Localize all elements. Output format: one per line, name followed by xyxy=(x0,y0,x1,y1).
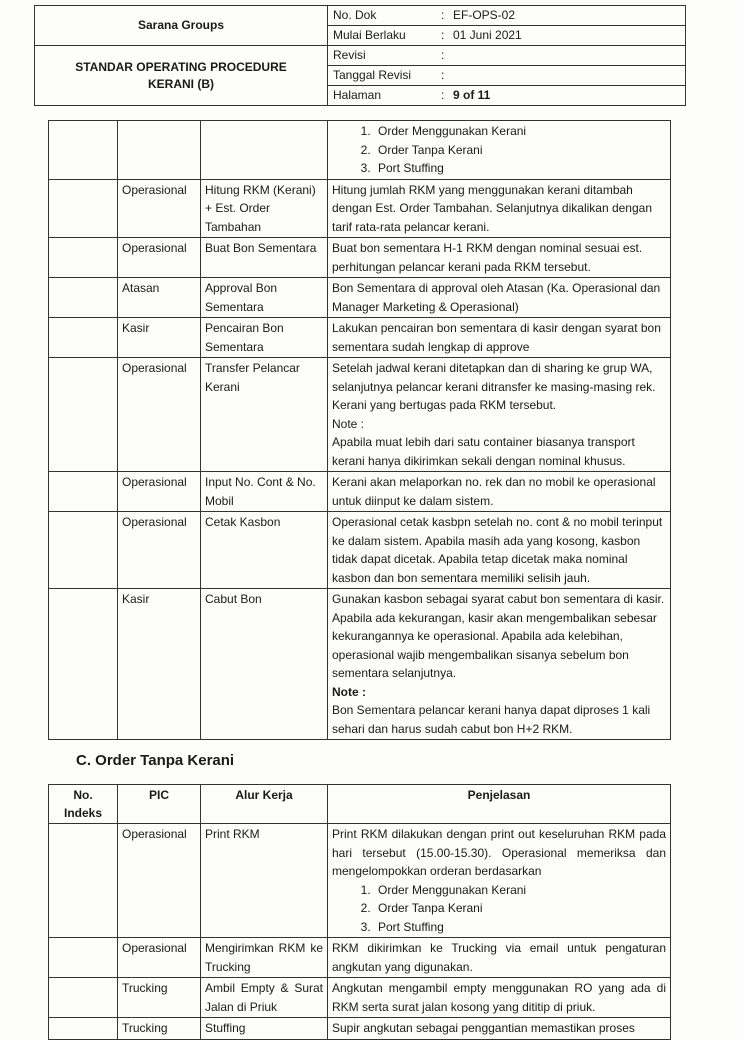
pic-cell: Kasir xyxy=(118,318,201,358)
alur-cell: Mengirimkan RKM ke Trucking xyxy=(201,938,328,978)
note-label: Note : xyxy=(332,684,366,699)
pic-cell: Operasional xyxy=(118,824,201,938)
penjelasan-cell: RKM dikirimkan ke Trucking via email untuk pengaturan angkutan yang digunakan. xyxy=(328,938,671,978)
section-title: C. Order Tanpa Kerani xyxy=(76,752,235,769)
pic-cell: Operasional xyxy=(118,358,201,472)
penjelasan-cell: Operasional cetak kasbpn setelah no. cont & no mobil terinput ke dalam sistem. Apabila masih ada yang kosong, kasbon tidak dapat dicetak. Apabila tetap dicetak maka nominal kasbon dan bon sementara memiliki selisih jauh. xyxy=(328,512,671,589)
column-header: PIC xyxy=(118,785,201,824)
penjelasan-cell: Setelah jadwal kerani ditetapkan dan di sharing ke grup WA, selanjutnya pelancar kerani ditransfer ke masing-masing rek. Kerani yang bertugas pada RKM tersebut. Note : Apabila muat lebih dari satu container biasanya transport kerani hanya dikirimkan sekali dengan nominal khusus. xyxy=(328,358,671,472)
procedure-table-b-continued xyxy=(48,120,671,740)
alur-cell: Pencairan Bon Sementara xyxy=(201,318,328,358)
table-row xyxy=(49,278,671,318)
penjelasan-cell: Lakukan pencairan bon sementara di kasir dengan syarat bon sementara sudah lengkap di approve xyxy=(328,318,671,358)
penjelasan-cell: Kerani akan melaporkan no. rek dan no mobil ke operasional untuk diinput ke dalam sistem. xyxy=(328,472,671,512)
table-row xyxy=(49,1018,671,1040)
table-row xyxy=(49,358,671,472)
table-row xyxy=(49,589,671,740)
alur-cell: Stuffing xyxy=(201,1018,328,1040)
field-value: : xyxy=(436,66,686,86)
pic-cell: Operasional xyxy=(118,472,201,512)
column-header: Alur Kerja xyxy=(201,785,328,824)
pic-cell: Operasional xyxy=(118,238,201,278)
penjelasan-cell xyxy=(328,121,671,180)
alur-cell: Buat Bon Sementara xyxy=(201,238,328,278)
pic-cell: Operasional xyxy=(118,179,201,238)
alur-cell: Print RKM xyxy=(201,824,328,938)
penjelasan-cell: Buat bon sementara H-1 RKM dengan nominal sesuai est. perhitungan pelancar kerani pada RKM tersebut. xyxy=(328,238,671,278)
pic-cell: Kasir xyxy=(118,589,201,740)
note-text: Apabila muat lebih dari satu container biasanya transport kerani hanya dikirimkan sekali dengan nominal khusus. xyxy=(332,435,635,468)
table-header-row xyxy=(49,785,671,824)
field-label: No. Dok xyxy=(328,6,437,26)
penjelasan-cell: Bon Sementara di approval oleh Atasan (Ka. Operasional dan Manager Marketing & Operasional) xyxy=(328,278,671,318)
field-value: : EF-OPS-02 xyxy=(436,6,686,26)
alur-cell: Cetak Kasbon xyxy=(201,512,328,589)
alur-cell: Hitung RKM (Kerani) + Est. Order Tambahan xyxy=(201,179,328,238)
field-label: Tanggal Revisi xyxy=(328,66,437,86)
company-name: Sarana Groups xyxy=(35,6,328,46)
list-item: 1. Order Menggunakan Kerani xyxy=(374,122,666,141)
alur-cell: Approval Bon Sementara xyxy=(201,278,328,318)
table-row xyxy=(49,938,671,978)
pic-cell: Trucking xyxy=(118,978,201,1018)
procedure-table-c xyxy=(48,784,671,1040)
list-item: 2. Order Tanpa Kerani xyxy=(374,899,666,918)
list-item: 3. Port Stuffing xyxy=(374,159,666,178)
list-item: 1. Order Menggunakan Kerani xyxy=(374,881,666,900)
list-item: 2. Order Tanpa Kerani xyxy=(374,141,666,160)
document-header xyxy=(34,5,686,106)
pic-cell: Trucking xyxy=(118,1018,201,1040)
table-row xyxy=(49,179,671,238)
pic-cell: Operasional xyxy=(118,512,201,589)
table-row xyxy=(49,472,671,512)
alur-cell: Cabut Bon xyxy=(201,589,328,740)
penjelasan-cell: Angkutan mengambil empty menggunakan RO yang ada di RKM serta surat jalan kosong yang dititip di priuk. xyxy=(328,978,671,1018)
order-type-list xyxy=(332,122,666,178)
column-header: Penjelasan xyxy=(328,785,671,824)
pic-cell: Operasional xyxy=(118,938,201,978)
note-text: Bon Sementara pelancar kerani hanya dapat diproses 1 kali sehari dan harus sudah cabut bon H+2 RKM. xyxy=(332,703,651,736)
column-header: No. Indeks xyxy=(49,785,118,824)
table-row xyxy=(49,978,671,1018)
list-item: 3. Port Stuffing xyxy=(374,918,666,937)
field-label: Revisi xyxy=(328,46,437,66)
field-value: : xyxy=(436,46,686,66)
field-value: : 9 of 11 xyxy=(436,86,686,106)
field-label: Mulai Berlaku xyxy=(328,26,437,46)
pic-cell: Atasan xyxy=(118,278,201,318)
penjelasan-cell: Print RKM dilakukan dengan print out keseluruhan RKM pada hari tersebut (15.00-15.30). Operasional memeriksa dan mengelompokkan orderan berdasarkan 1. Order Menggunakan Kerani 2. Order Tanpa Kerani 3. Port Stuffing xyxy=(328,824,671,938)
table-row xyxy=(49,824,671,938)
table-row xyxy=(49,318,671,358)
order-type-list xyxy=(332,881,666,937)
penjelasan-cell: Hitung jumlah RKM yang menggunakan kerani ditambah dengan Est. Order Tambahan. Selanjutnya dikalikan dengan tarif rata-rata pelancar kerani. xyxy=(328,179,671,238)
field-value: : 01 Juni 2021 xyxy=(436,26,686,46)
alur-cell: Transfer Pelancar Kerani xyxy=(201,358,328,472)
penjelasan-cell: Supir angkutan sebagai penggantian memastikan proses xyxy=(328,1018,671,1040)
table-row xyxy=(49,121,671,180)
table-row xyxy=(49,238,671,278)
penjelasan-cell: Gunakan kasbon sebagai syarat cabut bon sementara di kasir. Apabila ada kekurangan, kasir akan mengembalikan sebesar kekurangannya ke operasional. Apabila ada kelebihan, operasional wajib mengembalikan sisanya sebelum bon sementara selanjutnya. Note : Bon Sementara pelancar kerani hanya dapat diproses 1 kali sehari dan harus sudah cabut bon H+2 RKM. xyxy=(328,589,671,740)
alur-cell: Ambil Empty & Surat Jalan di Priuk xyxy=(201,978,328,1018)
field-label: Halaman xyxy=(328,86,437,106)
note-label: Note : xyxy=(332,416,365,431)
document-title: STANDAR OPERATING PROCEDURE KERANI (B) xyxy=(35,46,328,106)
table-row xyxy=(49,512,671,589)
alur-cell: Input No. Cont & No. Mobil xyxy=(201,472,328,512)
